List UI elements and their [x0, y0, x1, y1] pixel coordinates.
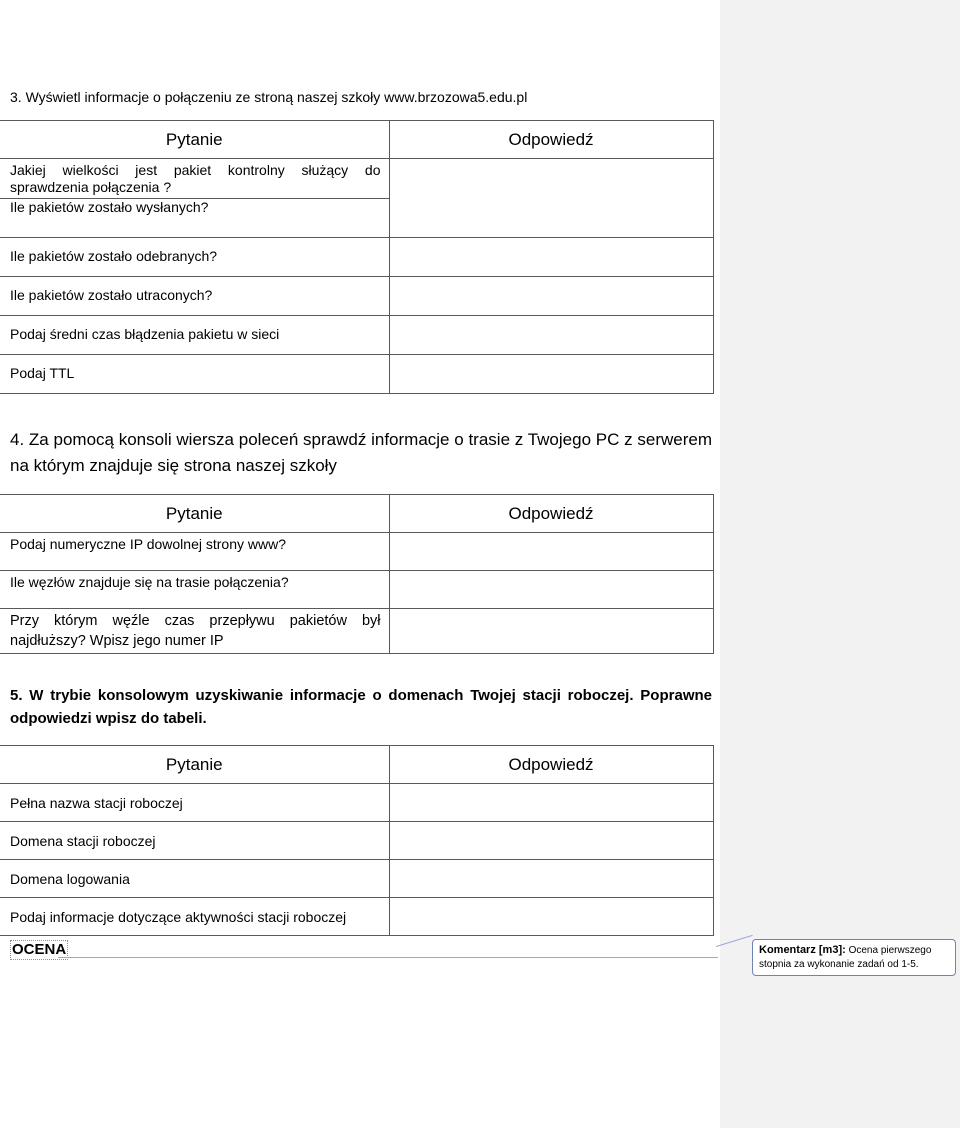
question-cell: Podaj średni czas błądzenia pakietu w sieci [0, 316, 389, 355]
answer-cell[interactable] [389, 898, 713, 936]
answer-cell[interactable] [389, 571, 713, 609]
question-cell: Podaj numeryczne IP dowolnej strony www? [0, 533, 389, 571]
question-cell: Ile węzłów znajduje się na trasie połączenia? [0, 571, 389, 609]
comment-balloon[interactable] [752, 939, 956, 976]
section-5-table [0, 745, 714, 936]
table-row [0, 571, 713, 609]
question-cell: Ile pakietów zostało odebranych? [0, 238, 389, 277]
table-row [0, 898, 713, 936]
table-row [0, 355, 713, 394]
table-row [0, 316, 713, 355]
answer-cell[interactable] [389, 784, 713, 822]
table-row [0, 860, 713, 898]
answer-cell[interactable] [389, 238, 713, 277]
table-header-question: Pytanie [0, 121, 389, 159]
answer-cell[interactable] [389, 609, 713, 654]
answer-cell[interactable] [389, 822, 713, 860]
section-3-table [0, 120, 714, 394]
table-row [0, 822, 713, 860]
table-header-answer: Odpowiedź [389, 495, 713, 533]
comment-label: Komentarz [m3]: [759, 944, 846, 956]
question-cell: Domena logowania [0, 860, 389, 898]
answer-cell[interactable] [389, 860, 713, 898]
ocena-label: OCENA [12, 941, 67, 958]
answer-cell[interactable] [389, 316, 713, 355]
table-row [0, 277, 713, 316]
table-header-question: Pytanie [0, 495, 389, 533]
table-header-answer: Odpowiedź [389, 746, 713, 784]
answer-cell[interactable] [389, 159, 713, 238]
question-cell: Pełna nazwa stacji roboczej [0, 784, 389, 822]
section-4-table [0, 494, 714, 654]
table-header-question: Pytanie [0, 746, 389, 784]
table-row [0, 533, 713, 571]
answer-cell[interactable] [389, 277, 713, 316]
comment-anchor-line [58, 957, 718, 958]
table-header-answer: Odpowiedź [389, 121, 713, 159]
answer-cell[interactable] [389, 533, 713, 571]
table-row [0, 238, 713, 277]
table-row [0, 784, 713, 822]
question-cell: Jakiej wielkości jest pakiet kontrolny służący do sprawdzenia połączenia ? [0, 159, 389, 199]
section-3-heading: 3. Wyświetl informacje o połączeniu ze stroną naszej szkoły www.brzozowa5.edu.pl [10, 89, 528, 105]
question-cell: Domena stacji roboczej [0, 822, 389, 860]
table-row [0, 609, 713, 654]
comment-text: Ocena pierwszego stopnia za wykonanie zadań od 1-5. [759, 945, 932, 970]
section-5-heading: 5. W trybie konsolowym uzyskiwanie informacje o domenach Twojej stacji roboczej. Poprawne odpowiedzi wpisz do tabeli. [10, 687, 712, 727]
question-cell: Podaj informacje dotyczące aktywności stacji roboczej [0, 898, 389, 936]
question-cell: Ile pakietów zostało utraconych? [0, 277, 389, 316]
question-cell: Ile pakietów zostało wysłanych? [0, 199, 389, 238]
section-4-heading: 4. Za pomocą konsoli wiersza poleceń sprawdź informacje o trasie z Twojego PC z serwerem na którym znajduje się strona naszej szkoły [10, 430, 712, 475]
question-cell: Podaj TTL [0, 355, 389, 394]
question-cell: Przy którym węźle czas przepływu pakietów był najdłuższy? Wpisz jego numer IP [0, 609, 389, 654]
table-row [0, 159, 713, 199]
answer-cell[interactable] [389, 355, 713, 394]
